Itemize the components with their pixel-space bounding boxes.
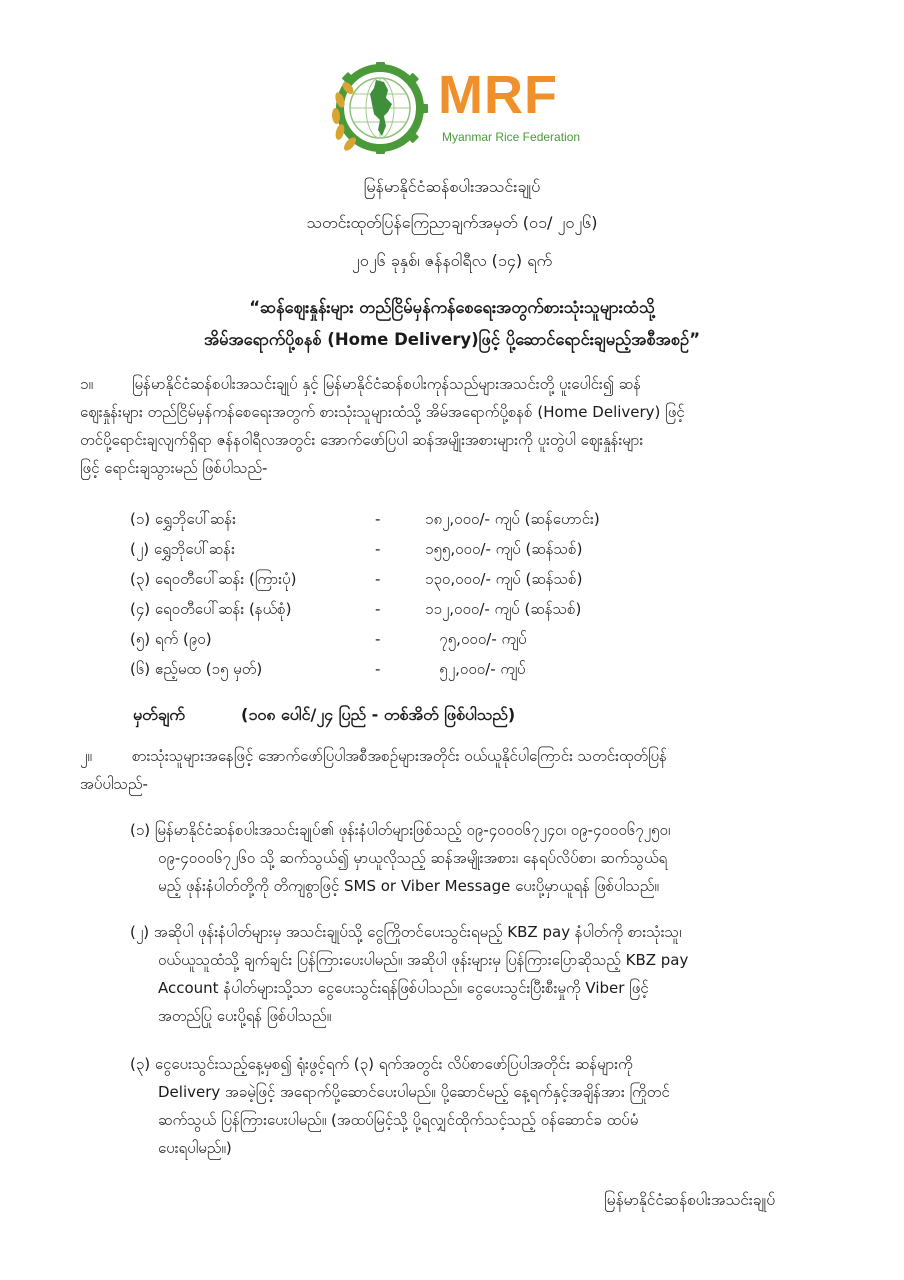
sub-item-line: (၁) မြန်မာနိုင်ငံဆန်စပါးအသင်းချုပ်၏ ဖုန်းနံပါတ်များဖြစ်သည့် ၀၉-၄၀၀၀၆၇၂၄၀၊ ၀၉-၄၀၀၀၆၇၂၅၀၊ [130, 821, 671, 839]
sub-item-2 [130, 918, 830, 1030]
sub-item-line: Account နံပါတ်များသို့သာ ငွေပေးသွင်းရန်ဖြစ်ပါသည်။ ငွေပေးသွင်းပြီးစီးမှုကို Viber ဖြင့် [158, 979, 649, 997]
header-org: မြန်မာနိုင်ငံဆန်စပါးအသင်းချုပ် [363, 177, 541, 196]
dash: - [375, 630, 381, 648]
rice-name: (၄) ရေဝတီပေါ်ဆန်း (နယ်စုံ) [130, 600, 292, 618]
sub-item-line: ပေးရပါမည်။) [158, 1139, 232, 1157]
section-2-number: ၂။ [80, 747, 92, 765]
note-value: (၁၀၈ ပေါင်/၂၄ ပြည် - တစ်အိတ် ဖြစ်ပါသည်) [241, 705, 516, 724]
section-1-line: ဈေးနှုန်းများ တည်ငြိမ်မှန်ကန်စေရေးအတွက် စားသုံးသူများထံသို့ အိမ်အရောက်ပို့စနစ် (Home Delivery) ဖြင့် [80, 403, 685, 421]
rice-price: ၁၈၂,၀၀၀/- ကျပ် (ဆန်ဟောင်း) [425, 510, 600, 528]
announcement-number: သတင်းထုတ်ပြန်ကြေညာချက်အမှတ် (၀၁/ ၂၀၂၆) [306, 213, 598, 232]
price-item [130, 654, 650, 684]
dash: - [375, 570, 381, 588]
price-item [130, 594, 650, 624]
dash: - [375, 540, 381, 558]
title-line-2: အိမ်အရောက်ပို့စနစ် (Home Delivery)ဖြင့် ပို့ဆောင်ရောင်းချမည့်အစီအစဉ်” [203, 330, 701, 349]
section-1-number: ၁။ [80, 375, 93, 393]
logo-mark: MRF [438, 65, 558, 125]
sub-item-line: အတည်ပြု ပေးပို့ရန် ဖြစ်ပါသည်။ [158, 1007, 332, 1025]
price-item [130, 504, 650, 534]
globe-gear-icon [326, 60, 434, 156]
rice-name: (၂) ရွှေဘိုပေါ်ဆန်း [130, 540, 235, 558]
section-1-line: ဖြင့် ရောင်းချသွားမည် ဖြစ်ပါသည်- [80, 459, 268, 477]
note-label: မှတ်ချက် [133, 705, 185, 724]
sub-item-line: (၃) ငွေပေးသွင်းသည့်နေ့မှစ၍ ရုံးဖွင့်ရက် (၃) ရက်အတွင်း လိပ်စာဖော်ပြပါအတိုင်း ဆန်များကို [130, 1055, 633, 1073]
sub-item-line: မည့် ဖုန်းနံပါတ်တို့ကို တိကျစွာဖြင့် SMS or Viber Message ပေးပို့မှာယူရန် ဖြစ်ပါသည်။ [158, 877, 659, 895]
footer-org: မြန်မာနိုင်ငံဆန်စပါးအသင်းချုပ် [604, 1191, 776, 1209]
mrf-logo [326, 60, 586, 156]
title-line-1: “ဆန်ဈေးနှုန်းများ တည်ငြိမ်မှန်ကန်စေရေးအတွက်စားသုံးသူများထံသို့ [249, 298, 655, 317]
rice-name: (၆) ဧည့်မထ (၁၅ မှတ်) [130, 660, 263, 678]
rice-price: ၁၅၅,၀၀၀/- ကျပ် (ဆန်သစ်) [425, 540, 583, 558]
rice-price: ၅၂,၀၀၀/- ကျပ် [425, 660, 526, 678]
rice-price: ၇၅,၀၀၀/- ကျပ် [425, 630, 527, 648]
dash: - [375, 600, 381, 618]
rice-name: (၃) ရေဝတီပေါ်ဆန်း (ကြားပုံ) [130, 570, 297, 588]
rice-price: ၁၃၀,၀၀၀/- ကျပ် (ဆန်သစ်) [425, 570, 583, 588]
price-item [130, 624, 650, 654]
dash: - [375, 510, 381, 528]
sub-item-1 [130, 816, 830, 900]
price-item [130, 564, 650, 594]
announcement-date: ၂၀၂၆ ခုနှစ်၊ ဇန်နဝါရီလ (၁၄) ရက် [351, 251, 553, 270]
price-item [130, 534, 650, 564]
section-2-line: အပ်ပါသည်- [80, 775, 148, 793]
section-1-line: မြန်မာနိုင်ငံဆန်စပါးအသင်းချုပ် နှင့် မြန်မာနိုင်ငံဆန်စပါးကုန်သည်များအသင်းတို့ ပူးပေါင်း၍ ဆန် [132, 375, 641, 393]
section-1-line: တင်ပို့ရောင်းချလျက်ရှိရာ ဇန်နဝါရီလအတွင်း အောက်ဖော်ပြပါ ဆန်အမျိုးအစားများကို ပူးတွဲပါ ဈေးနှုန်းများ [80, 431, 644, 449]
section-2-paragraph [80, 742, 830, 798]
sub-item-line: (၂) အဆိုပါ ဖုန်းနံပါတ်များမှ အသင်းချုပ်သို့ ငွေကြိုတင်ပေးသွင်းရမည့် KBZ pay နံပါတ်ကို စားသုံးသူ၊ [130, 923, 682, 941]
price-list [130, 504, 650, 684]
dash: - [375, 660, 381, 678]
logo-org-name: Myanmar Rice Federation [442, 130, 581, 144]
sub-item-line: ဆက်သွယ် ပြန်ကြားပေးပါမည်။ (အထပ်မြင့်သို့ ပို့ရလျှင်ထိုက်သင့်သည့် ဝန်ဆောင်ခ ထပ်မံ [158, 1111, 639, 1129]
sub-item-line: Delivery အခမဲ့ဖြင့် အရောက်ပို့ဆောင်ပေးပါမည်။ ပို့ဆောင်မည့် နေ့ရက်နှင့်အချိန်အား ကြိုတင် [158, 1083, 670, 1101]
rice-name: (၅) ရက် (၉၀) [130, 630, 212, 648]
sub-item-line: ဝယ်ယူသူထံသို့ ချက်ချင်း ပြန်ကြားပေးပါမည်။ အဆိုပါ ဖုန်းများမှ ပြန်ကြားပြောဆိုသည့် KBZ pay [158, 951, 689, 969]
rice-name: (၁) ရွှေဘိုပေါ်ဆန်း [130, 510, 236, 528]
sub-item-3 [130, 1050, 830, 1162]
section-2-line: စားသုံးသူများအနေဖြင့် အောက်ဖော်ပြပါအစီအစဉ်များအတိုင်း ဝယ်ယူနိုင်ပါကြောင်း သတင်းထုတ်ပြန် [132, 747, 667, 765]
section-1-paragraph [80, 370, 830, 482]
rice-price: ၁၁၂,၀၀၀/- ကျပ် (ဆန်သစ်) [425, 600, 582, 618]
sub-item-line: ၀၉-၄၀၀၀၆၇၂၆၀ သို့ ဆက်သွယ်၍ မှာယူလိုသည့် ဆန်အမျိုးအစား၊ နေရပ်လိပ်စာ၊ ဆက်သွယ်ရ [158, 849, 668, 867]
